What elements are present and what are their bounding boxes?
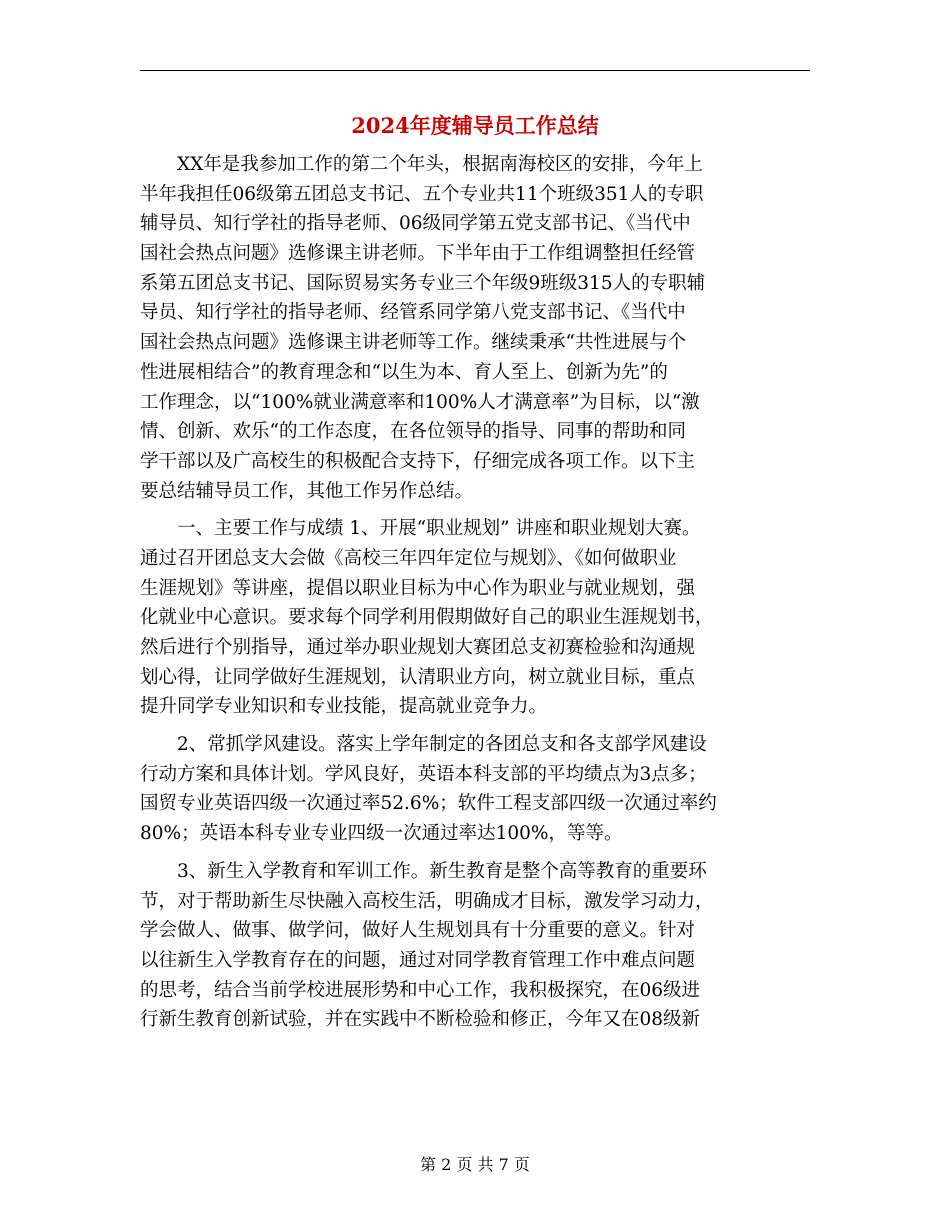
text-line: 要总结辅导员工作，其他工作另作总结。 (140, 480, 474, 502)
text-line: 生涯规划》等讲座，提倡以职业目标为中心作为职业与就业规划，强 (140, 577, 696, 599)
text-line: 工作理念，以“100%就业满意率和100%人才满意率”为目标，以“激 (140, 391, 700, 413)
text-line: 2、常抓学风建设。落实上学年制定的各团总支和各支部学风建设 (140, 734, 707, 756)
paragraph (140, 514, 820, 722)
text-line: 导员、知行学社的指导老师、经管系同学第八党支部书记、《当代中 (140, 302, 686, 324)
text-line: 行动方案和具体计划。学风良好，英语本科支部的平均绩点为3点多； (140, 763, 707, 785)
text-line: 节，对于帮助新生尽快融入高校生活，明确成才目标，激发学习动力， (140, 890, 714, 912)
text-line: 以往新生入学教育存在的问题，通过对同学教育管理工作中难点问题 (140, 949, 696, 971)
text-line: 一、主要工作与成绩 1、开展“职业规划” 讲座和职业规划大赛。 (140, 518, 701, 540)
text-line: 半年我担任06级第五团总支书记、五个专业共11个班级351人的专职 (140, 183, 704, 205)
text-line: 然后进行个别指导，通过举办职业规划大赛团总支初赛检验和沟通规 (140, 637, 696, 658)
paragraph-gap (140, 722, 820, 730)
text-line: 辅导员、知行学社的指导老师、06级同学第五党支部书记、《当代中 (140, 213, 691, 235)
text-line: 国贸专业英语四级一次通过率52.6%；软件工程支部四级一次通过率约 (140, 793, 717, 815)
text-line: 系第五团总支书记、国际贸易实务专业三个年级9班级315人的专职辅 (140, 272, 706, 294)
text-line: 性进展相结合”的教育理念和“以生为本、育人至上、创新为先”的 (140, 361, 668, 383)
paragraph-gap (140, 506, 820, 514)
text-line: XX年是我参加工作的第二个年头，根据南海校区的安排，今年上 (140, 154, 703, 175)
text-line: 的思考，结合当前学校进展形势和中心工作，我积极探究，在06级进 (140, 979, 701, 1001)
paragraph (140, 730, 820, 849)
paragraph-gap (140, 849, 820, 857)
document-body (140, 150, 820, 1035)
text-line: 国社会热点问题》选修课主讲老师。下半年由于工作组调整担任经管 (140, 243, 696, 265)
paragraph (140, 857, 820, 1035)
text-line: 提升同学专业知识和专业技能，提高就业竞争力。 (140, 696, 548, 718)
header-rule (140, 70, 810, 71)
text-line: 80%；英语本科专业专业四级一次通过率达100%，等等。 (140, 823, 623, 845)
text-line: 情、创新、欢乐“的工作态度，在各位领导的指导、同事的帮助和同 (140, 421, 686, 443)
document-title: 2024年度辅导员工作总结 (351, 113, 599, 138)
text-line: 通过召开团总支大会做《高校三年四年定位与规划》、《如何做职业 (140, 547, 677, 569)
text-line: 划心得，让同学做好生涯规划，认清职业方向，树立就业目标，重点 (140, 666, 696, 688)
paragraph (140, 150, 820, 506)
text-line: 学干部以及广高校生的积极配合支持下，仔细完成各项工作。以下主 (140, 450, 696, 472)
page-number-footer: 第 2 页 共 7 页 (420, 1155, 530, 1174)
text-line: 学会做人、做事、做学问，做好人生规划具有十分重要的意义。针对 (140, 920, 696, 942)
text-line: 化就业中心意识。要求每个同学利用假期做好自己的职业生涯规划书， (140, 607, 714, 629)
text-line: 行新生教育创新试验，并在实践中不断检验和修正，今年又在08级新 (140, 1009, 701, 1031)
text-line: 3、新生入学教育和军训工作。新生教育是整个高等教育的重要环 (140, 860, 707, 882)
text-line: 国社会热点问题》选修课主讲老师等工作。继续秉承“共性进展与个 (140, 332, 686, 354)
